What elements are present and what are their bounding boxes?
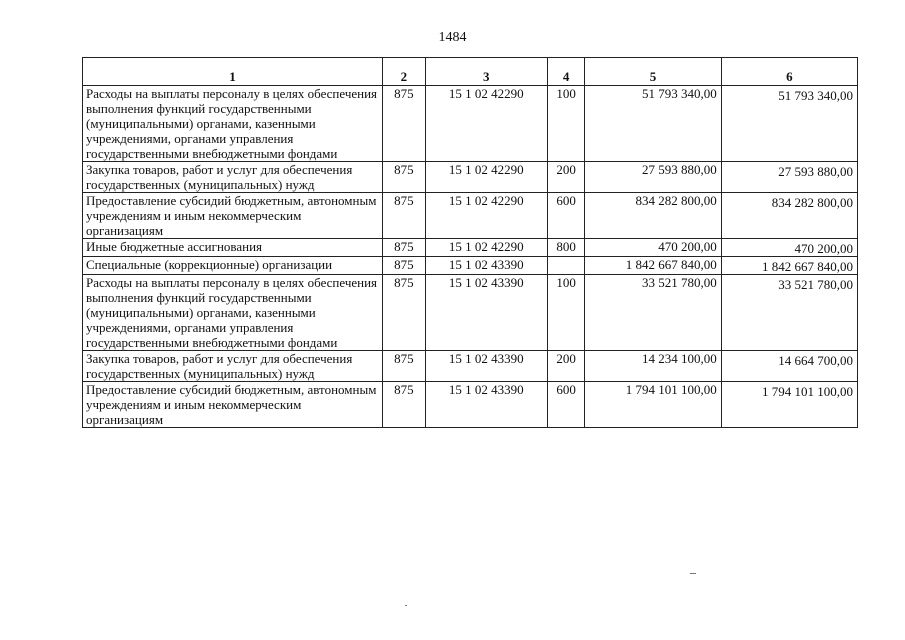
header-row — [83, 58, 858, 86]
column-header-4: 4 — [547, 58, 585, 86]
amount-column-5-cell: 1 794 101 100,00 — [585, 382, 721, 428]
target-article-cell: 15 1 02 43390 — [425, 382, 547, 428]
amount-column-5-cell: 27 593 880,00 — [585, 162, 721, 193]
amount-column-6-cell: 470 200,00 — [721, 239, 857, 257]
column-header-5: 5 — [585, 58, 721, 86]
expense-type-cell: 600 — [547, 382, 585, 428]
expense-type-cell: 100 — [547, 275, 585, 351]
table-row — [83, 382, 858, 428]
table-row — [83, 351, 858, 382]
target-article-cell: 15 1 02 42290 — [425, 162, 547, 193]
department-code-cell: 875 — [383, 382, 426, 428]
table-row — [83, 275, 858, 351]
expense-name-cell: Закупка товаров, работ и услуг для обеспечения государственных (муниципальных) нужд — [83, 162, 383, 193]
table-row — [83, 162, 858, 193]
department-code-cell: 875 — [383, 257, 426, 275]
column-header-6: 6 — [721, 58, 857, 86]
expense-type-cell: 800 — [547, 239, 585, 257]
department-code-cell: 875 — [383, 162, 426, 193]
amount-column-5-cell: 1 842 667 840,00 — [585, 257, 721, 275]
scan-speck — [405, 605, 407, 606]
department-code-cell: 875 — [383, 275, 426, 351]
expense-name-cell: Закупка товаров, работ и услуг для обеспечения государственных (муниципальных) нужд — [83, 351, 383, 382]
scan-speck — [690, 573, 696, 574]
budget-table — [82, 57, 858, 428]
target-article-cell: 15 1 02 42290 — [425, 86, 547, 162]
expense-name-cell: Специальные (коррекционные) организации — [83, 257, 383, 275]
expense-type-cell: 200 — [547, 351, 585, 382]
expense-type-cell — [547, 257, 585, 275]
department-code-cell: 875 — [383, 86, 426, 162]
expense-name-cell: Предоставление субсидий бюджетным, автономным учреждениям и иным некоммерческим организациям — [83, 382, 383, 428]
page-number: 1484 — [438, 30, 467, 45]
department-code-cell: 875 — [383, 193, 426, 239]
expense-name-cell: Предоставление субсидий бюджетным, автономным учреждениям и иным некоммерческим организациям — [83, 193, 383, 239]
target-article-cell: 15 1 02 43390 — [425, 275, 547, 351]
amount-column-5-cell: 14 234 100,00 — [585, 351, 721, 382]
amount-column-6-cell: 14 664 700,00 — [721, 351, 857, 382]
target-article-cell: 15 1 02 43390 — [425, 257, 547, 275]
table-header — [83, 58, 858, 86]
target-article-cell: 15 1 02 43390 — [425, 351, 547, 382]
amount-column-5-cell: 51 793 340,00 — [585, 86, 721, 162]
table-body — [83, 86, 858, 428]
amount-column-6-cell: 1 842 667 840,00 — [721, 257, 857, 275]
expense-name-cell: Расходы на выплаты персоналу в целях обеспечения выполнения функций государственными (муниципальными) органами, казенными учреждениями, органами управления государственными внебюджетными фондами — [83, 86, 383, 162]
column-header-2: 2 — [383, 58, 426, 86]
target-article-cell: 15 1 02 42290 — [425, 193, 547, 239]
column-header-1: 1 — [83, 58, 383, 86]
expense-type-cell: 600 — [547, 193, 585, 239]
amount-column-6-cell: 27 593 880,00 — [721, 162, 857, 193]
amount-column-6-cell: 33 521 780,00 — [721, 275, 857, 351]
amount-column-6-cell: 1 794 101 100,00 — [721, 382, 857, 428]
department-code-cell: 875 — [383, 239, 426, 257]
department-code-cell: 875 — [383, 351, 426, 382]
table-row — [83, 193, 858, 239]
table-row — [83, 86, 858, 162]
table-row — [83, 257, 858, 275]
amount-column-5-cell: 470 200,00 — [585, 239, 721, 257]
amount-column-5-cell: 33 521 780,00 — [585, 275, 721, 351]
expense-name-cell: Иные бюджетные ассигнования — [83, 239, 383, 257]
expense-type-cell: 100 — [547, 86, 585, 162]
target-article-cell: 15 1 02 42290 — [425, 239, 547, 257]
expense-type-cell: 200 — [547, 162, 585, 193]
amount-column-5-cell: 834 282 800,00 — [585, 193, 721, 239]
amount-column-6-cell: 834 282 800,00 — [721, 193, 857, 239]
table-row — [83, 239, 858, 257]
expense-name-cell: Расходы на выплаты персоналу в целях обеспечения выполнения функций государственными (муниципальными) органами, казенными учреждениями, органами управления государственными внебюджетными фондами — [83, 275, 383, 351]
amount-column-6-cell: 51 793 340,00 — [721, 86, 857, 162]
column-header-3: 3 — [425, 58, 547, 86]
